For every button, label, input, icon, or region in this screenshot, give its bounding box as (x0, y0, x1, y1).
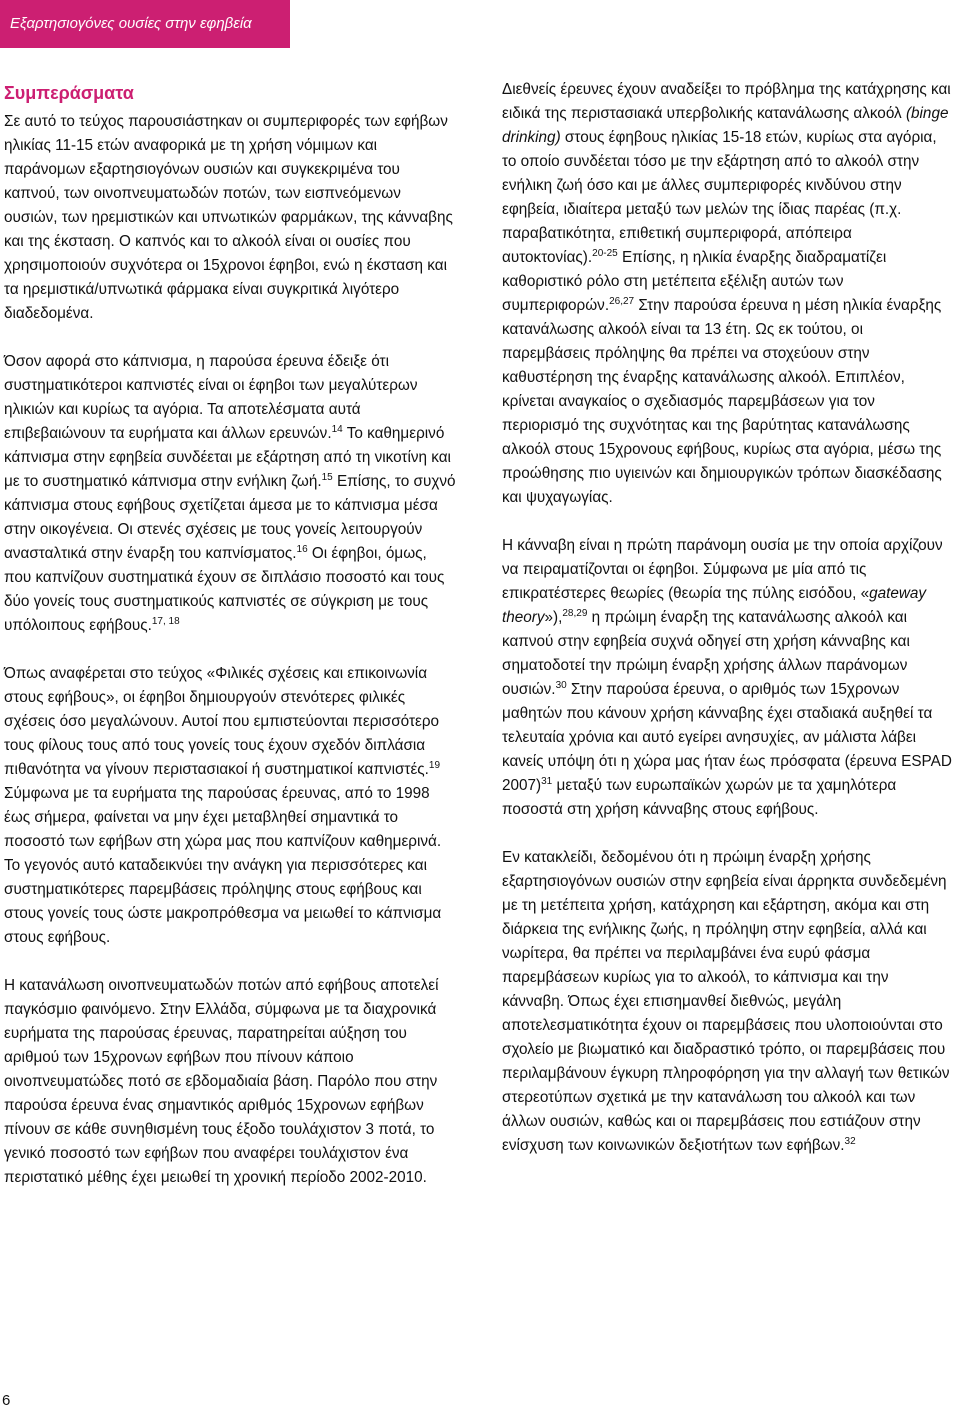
running-header-title: Εξαρτησιογόνες ουσίες στην εφηβεία (10, 15, 252, 32)
paragraph-text: Το καθημερινό κάπνισμα στην εφηβεία συνδέεται με εξάρτηση από τη νικοτίνη και με το συστηματικό κάπνισμα στην ενήλικη ζωή. (4, 425, 451, 490)
paragraph (4, 974, 456, 1190)
page-number: 6 (2, 1392, 11, 1409)
paragraph-text: Σύμφωνα με τα ευρήματα της παρούσας έρευνας, από το 1998 έως σήμερα, φαίνεται να μην έχει μεταβληθεί σημαντικά το ποσοστό των εφήβων στη χώρα μας που καπνίζουν καθημερινά. Το γεγονός αυτό καταδεικνύει την ανάγκη για περισσότερες και συστηματικότερες παρεμβάσεις πρόληψης στους εφήβους και στους γονείς τους ώστε μακροπρόθεσμα να μειωθεί το κάπνισμα στους εφήβους. (4, 785, 442, 946)
paragraph-text: Όπως αναφέρεται στο τεύχος «Φιλικές σχέσεις και επικοινωνία στους εφήβους», οι έφηβοι δημιουργούν στενότερες φιλικές σχέσεις όσο μεγαλώνουν. Αυτοί που εμπιστεύονται περισσότερο τους φίλους τους από τους γονείς τους έχουν σχεδόν διπλάσια πιθανότητα να γίνουν περιστασιακοί ή συστηματικοί καπνιστές. (4, 665, 440, 778)
paragraph-text: μεταξύ των ευρωπαϊκών χωρών με τα χαμηλότερα ποσοστά στη χρήση κάνναβης στους εφήβους. (502, 777, 897, 818)
emphasis-text: gateway theory (502, 585, 927, 626)
running-header (0, 0, 290, 48)
paragraph-text: στους έφηβους ηλικίας 15-18 ετών, κυρίως στα αγόρια, το οποίο συνδέεται τόσο με την εξάρτηση από το αλκοόλ στην ενήλικη ζωή όσο και με άλλες συμπεριφορές κινδύνου στην εφηβεία, ιδιαίτερα μεταξύ των μελών της ίδιας παρέας (π.χ. παραβατικότητα, επιθετική συμπεριφορά, απόπειρα αυτοκτονίας). (502, 129, 937, 266)
reference-number: 15 (321, 471, 333, 483)
paragraph-text: Στην παρούσα έρευνα, ο αριθμός των 15χρονων μαθητών που κάνουν χρήση κάνναβης έχει σταδιακά αυξηθεί τα τελευταία χρόνια και αυτό εγείρει ανησυχίες, αν μάλιστα λάβει κανείς υπόψη ότι η χώρα μας ήταν έως πρόσφατα (έρευνα ESPAD 2007) (502, 681, 952, 794)
paragraph (502, 534, 954, 822)
reference-number: 28,29 (562, 607, 588, 619)
paragraph-text: Διεθνείς έρευνες έχουν αναδείξει το πρόβλημα της κατάχρησης και ειδικά της περιστασιακά υπερβολικής κατανάλωσης αλκοόλ (502, 81, 951, 122)
reference-number: 20-25 (592, 247, 618, 259)
paragraph (4, 350, 456, 638)
left-column (4, 78, 456, 1214)
reference-number: 19 (428, 759, 441, 771)
paragraph (502, 78, 954, 510)
paragraph-text: η πρώιμη έναρξη της κατανάλωσης αλκοόλ και καπνού στην εφηβεία συχνά οδηγεί στη χρήση κάνναβης και σηματοδοτεί την πρώιμη έναρξη χρήσης άλλων παράνομων ουσιών. (502, 609, 910, 698)
reference-number: 31 (541, 775, 553, 787)
paragraph-text: Η κάνναβη είναι η πρώτη παράνομη ουσία με την οποία αρχίζουν να πειραματίζονται οι έφηβοι. Σύμφωνα με μία από τις επικρατέστερες θεωρίες (θεωρία της πύλης εισόδου, « (502, 537, 943, 602)
paragraph (4, 662, 456, 950)
paragraph-text: Σε αυτό το τεύχος παρουσιάστηκαν οι συμπεριφορές των εφήβων ηλικίας 11-15 ετών αναφορικά με τη χρήση νόμιμων και παράνομων εξαρτησιογόνων ουσιών και συγκεκριμένα του καπνού, των οινοπνευματωδών ποτών, των εισπνεόμενων ουσιών, των ηρεμιστικών και υπνωτικών φαρμάκων, της κάνναβης και της έκσταση. Ο καπνός και το αλκοόλ είναι οι ουσίες που χρησιμοποιούν συχνότερα οι 15χρονοι έφηβοι, ενώ η έκσταση και τα ηρεμιστικά/υπνωτικά φάρμακα είναι συγκριτικά λιγότερο διαδεδομένα. (4, 113, 453, 322)
paragraph-text: Επίσης, το συχνό κάπνισμα στους εφήβους σχετίζεται άμεσα με το κάπνισμα μέσα στην οικογένεια. Οι στενές σχέσεις με τους γονείς λειτουργούν ανασταλτικά στην έναρξη του καπνίσματος. (4, 473, 456, 562)
reference-number: 17, 18 (151, 615, 180, 627)
paragraph (502, 846, 954, 1158)
paragraph-text: Οι έφηβοι, όμως, που καπνίζουν συστηματικά έχουν σε διπλάσιο ποσοστό και τους δύο γονείς τους συστηματικούς καπνιστές σε σύγκριση με τους υπόλοιπους εφήβους. (4, 545, 445, 634)
emphasis-text: (binge drinking) (502, 105, 949, 146)
reference-number: 32 (844, 1135, 856, 1147)
paragraph-text: Όσον αφορά στο κάπνισμα, η παρούσα έρευνα έδειξε ότι συστηματικότεροι καπνιστές είναι οι έφηβοι των μεγαλύτερων ηλικιών και κυρίως τα αγόρια. Τα αποτελέσματα αυτά επιβεβαιώνουν τα ευρήματα και άλλων ερευνών. (4, 353, 418, 442)
paragraph-text: »), (544, 609, 563, 626)
right-column (502, 78, 954, 1182)
reference-number: 26,27 (609, 295, 635, 307)
paragraph (4, 110, 456, 326)
paragraph-text: Εν κατακλείδι, δεδομένου ότι η πρώιμη έναρξη χρήσης εξαρτησιογόνων ουσιών στην εφηβεία είναι άρρηκτα συνδεδεμένη με τη μετέπειτα χρήση, κατάχρηση και εξάρτηση, ακόμα και στη διάρκεια της ενήλικης ζωής, η πρόληψη στην εφηβεία, αλλά και νωρίτερα, θα πρέπει να περιλαμβάνει ένα ευρύ φάσμα παρεμβάσεων κυρίως για το αλκοόλ, το κάπνισμα και την κάνναβη. Όπως έχει επισημανθεί διεθνώς, μεγάλη αποτελεσματικότητα έχουν οι παρεμβάσεις που υλοποιούνται στο σχολείο με βιωματικό και διαδραστικό τρόπο, οι παρεμβάσεις που περιλαμβάνουν έγκυρη πληροφόρηση για την αλλαγή των θετικών στερεοτύπων σχετικά με την κατανάλωση του αλκοόλ και των άλλων ουσιών, καθώς και οι παρεμβάσεις που εστιάζουν στην ενίσχυση των κοινωνικών δεξιοτήτων των εφήβων. (502, 849, 950, 1154)
reference-number: 16 (296, 543, 308, 555)
paragraph-text: Επίσης, η ηλικία έναρξης διαδραματίζει καθοριστικό ρόλο στη μετέπειτα εξέλιξη αυτών των συμπεριφορών. (502, 249, 887, 314)
section-title: Συμπεράσματα (4, 83, 134, 103)
paragraph-text: Στην παρούσα έρευνα η μέση ηλικία έναρξης κατανάλωσης αλκοόλ είναι τα 13 έτη. Ως εκ τούτου, οι παρεμβάσεις πρόληψης θα πρέπει να στοχεύουν στην καθυστέρηση της έναρξης κατανάλωσης αλκοόλ. Επιπλέον, κρίνεται αναγκαίος ο σχεδιασμός παρεμβάσεων για τον περιορισμό της συχνότητας και της βαρύτητας κατανάλωσης αλκοόλ στους 15χρονους εφήβους, κυρίως στα αγόρια, μέσω της προώθησης πιο υγιεινών και δημιουργικών τρόπων διασκέδασης και ψυχαγωγίας. (502, 297, 942, 506)
reference-number: 14 (331, 423, 343, 435)
reference-number: 30 (555, 679, 567, 691)
paragraph-text: Η κατανάλωση οινοπνευματωδών ποτών από εφήβους αποτελεί παγκόσμιο φαινόμενο. Στην Ελλάδα, σύμφωνα με τα διαχρονικά ευρήματα της παρούσας έρευνας, παρατηρείται αύξηση του αριθμού των 15χρονων εφήβων που πίνουν κάποιο οινοπνευματώδες ποτό σε εβδομαδιαία βάση. Παρόλο που στην παρούσα έρευνα ένας σημαντικός αριθμός 15χρονων εφήβων πίνουν σε κάθε συνηθισμένη τους έξοδο τουλάχιστον 3 ποτά, το γενικό ποσοστό των εφήβων που αναφέρει τουλάχιστον ένα περιστατικό μέθης έχει μειωθεί τη χρονική περίοδο 2002-2010. (4, 977, 439, 1186)
